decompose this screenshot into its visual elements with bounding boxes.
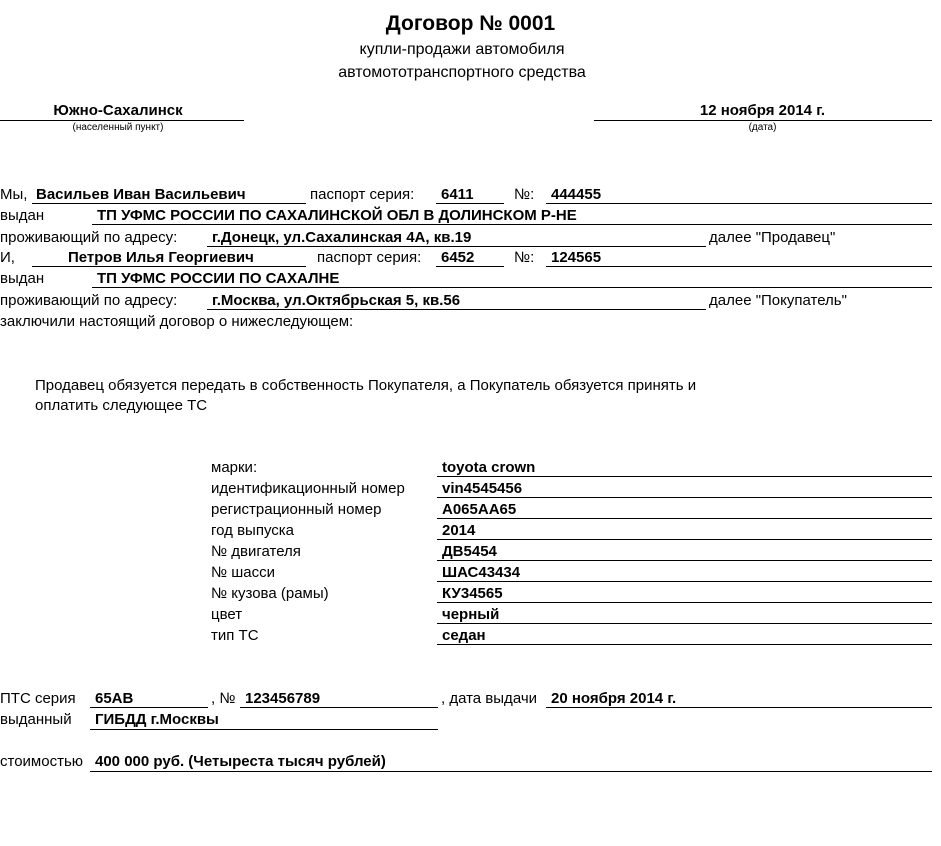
buyer-series-underline [436, 266, 504, 267]
seller-role: далее "Продавец" [709, 229, 836, 246]
seller-intro: Мы, [0, 186, 28, 203]
date-underline [594, 120, 932, 121]
pts-issued-underline [90, 729, 438, 730]
document-subtitle: купли-продажи автомобиля [359, 41, 565, 58]
vehicle-label: № кузова (рамы) [211, 585, 329, 602]
obligation-line-2: оплатить следующее ТС [35, 397, 208, 414]
seller-issued-label: выдан [0, 207, 45, 224]
price-label: стоимостью [0, 753, 84, 770]
buyer-address-label: проживающий по адресу: [0, 292, 178, 309]
place-value: Южно-Сахалинск [53, 102, 183, 119]
vehicle-value: седан [442, 627, 486, 644]
seller-address: г.Донецк, ул.Сахалинская 4А, кв.19 [212, 229, 472, 246]
date-caption: (дата) [748, 122, 777, 133]
obligation-line-1: Продавец обязуется передать в собственность Покупателя, а Покупатель обязуется принять и [35, 377, 697, 394]
pts-issue-date: 20 ноября 2014 г. [551, 690, 677, 707]
pts-issue-date-underline [546, 707, 932, 708]
buyer-issued-by: ТП УФМС РОССИИ ПО САХАЛНЕ [97, 270, 340, 287]
buyer-issued-underline [92, 287, 932, 288]
price-value: 400 000 руб. (Четыреста тысяч рублей) [95, 753, 386, 770]
seller-name-underline [32, 203, 306, 204]
vehicle-underline [437, 623, 932, 624]
pts-issue-date-label: , дата выдачи [441, 690, 538, 707]
vehicle-value: КУ34565 [442, 585, 503, 602]
pts-issued-label: выданный [0, 711, 72, 728]
seller-passport-label: паспорт серия: [310, 186, 415, 203]
buyer-number-underline [546, 266, 932, 267]
vehicle-underline [437, 644, 932, 645]
vehicle-underline [437, 518, 932, 519]
vehicle-value: toyota crown [442, 459, 536, 476]
vehicle-underline [437, 602, 932, 603]
buyer-address: г.Москва, ул.Октябрьская 5, кв.56 [212, 292, 461, 309]
buyer-passport-label: паспорт серия: [317, 249, 422, 266]
vehicle-label: № двигателя [211, 543, 301, 560]
seller-number-underline [546, 203, 932, 204]
buyer-name-underline [32, 266, 306, 267]
place-underline [0, 120, 244, 121]
date-value: 12 ноября 2014 г. [699, 102, 826, 119]
seller-passport-series: 6411 [441, 186, 474, 203]
place-caption: (населенный пункт) [72, 122, 164, 133]
pts-issued-by: ГИБДД г.Москвы [95, 711, 219, 728]
buyer-address-underline [207, 309, 706, 310]
vehicle-value: 2014 [442, 522, 476, 539]
seller-name: Васильев Иван Васильевич [36, 186, 246, 203]
seller-passport-number: 444455 [551, 186, 602, 203]
vehicle-underline [437, 476, 932, 477]
buyer-name: Петров Илья Георгиевич [68, 249, 254, 266]
vehicle-underline [437, 497, 932, 498]
buyer-passport-series: 6452 [441, 249, 475, 266]
vehicle-label: № шасси [211, 564, 276, 581]
vehicle-label: регистрационный номер [211, 501, 382, 518]
pts-number-label: , № [211, 690, 236, 707]
seller-issued-by: ТП УФМС РОССИИ ПО САХАЛИНСКОЙ ОБЛ В ДОЛИНСКОМ Р-НЕ [97, 207, 577, 224]
vehicle-label: тип ТС [211, 627, 259, 644]
pts-number: 123456789 [245, 690, 321, 707]
vehicle-value: черный [442, 606, 500, 623]
seller-issued-underline [92, 224, 932, 225]
vehicle-underline [437, 539, 932, 540]
vehicle-value: vin4545456 [442, 480, 523, 497]
document-title: Договор № 0001 [385, 12, 556, 35]
vehicle-label: марки: [211, 459, 258, 476]
pts-series-underline [90, 707, 208, 708]
seller-number-label: №: [514, 186, 535, 203]
vehicle-value: ШАС43434 [442, 564, 521, 581]
vehicle-label: идентификационный номер [211, 480, 405, 497]
document-subtitle-2: автомототранспортного средства [338, 64, 586, 81]
agreement-text: заключили настоящий договор о нижеследующем: [0, 313, 354, 330]
buyer-intro: И, [0, 249, 15, 266]
buyer-passport-number: 124565 [551, 249, 602, 266]
seller-series-underline [436, 203, 504, 204]
price-underline [90, 771, 932, 772]
vehicle-label: год выпуска [211, 522, 295, 539]
seller-address-label: проживающий по адресу: [0, 229, 178, 246]
buyer-issued-label: выдан [0, 270, 45, 287]
buyer-role: далее "Покупатель" [709, 292, 847, 309]
pts-series-label: ПТС серия [0, 690, 76, 707]
vehicle-value: ДВ5454 [442, 543, 497, 560]
pts-number-underline [240, 707, 438, 708]
vehicle-underline [437, 581, 932, 582]
seller-address-underline [207, 246, 706, 247]
vehicle-underline [437, 560, 932, 561]
pts-series: 65АВ [95, 690, 134, 707]
vehicle-label: цвет [211, 606, 243, 623]
vehicle-value: А065АА65 [442, 501, 517, 518]
buyer-number-label: №: [514, 249, 535, 266]
